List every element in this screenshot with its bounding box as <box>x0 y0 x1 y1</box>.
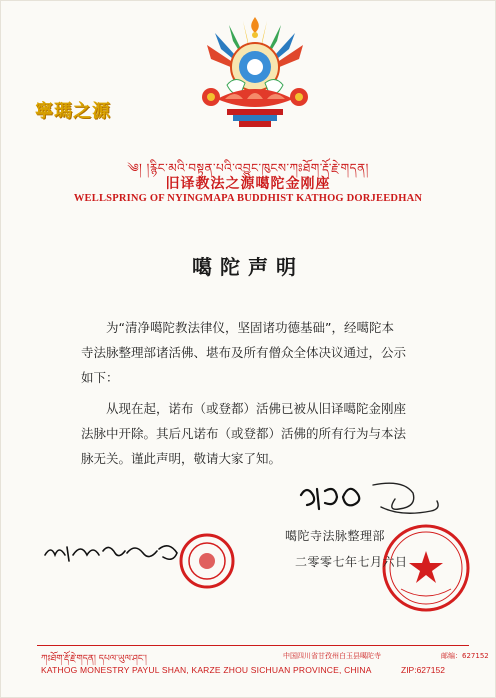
document-title: 噶陀声明 <box>192 255 304 279</box>
paragraph-1-line: 为“清净噶陀教法律仪，坚固诸功德基础”，经噶陀本 <box>106 320 394 335</box>
footer-chinese-address: 中国四川省甘孜州白玉县噶陀寺 <box>283 652 381 660</box>
organization-english-name: WELLSPRING OF NYINGMAPA BUDDHIST KATHOG DORJEEDHAN <box>73 193 423 204</box>
footer-postcode: 邮编：627152 <box>441 652 489 660</box>
footer-divider <box>37 645 469 646</box>
footer-zip: ZIP:627152 <box>401 665 445 675</box>
signing-date: 二零零七年七月六日 <box>295 555 408 569</box>
footer-english-address: KATHOG MONESTRY PAYUL SHAN, KARZE ZHOU SICHUAN PROVINCE, CHINA <box>41 665 372 675</box>
paragraph-2-line: 脉无关。谨此声明，敬请大家了知。 <box>81 451 282 466</box>
handwritten-signature <box>295 477 445 527</box>
paragraph-2-line: 从现在起，诺布（或登都）活佛已被从旧译噶陀金刚座 <box>106 401 407 416</box>
signing-department: 噶陀寺法脉整理部 <box>285 529 386 543</box>
paragraph-1-line: 寺法脉整理部诸活佛、堪布及所有僧众全体决议通过，公示 <box>81 345 407 360</box>
paragraph-1-line: 如下： <box>81 370 119 385</box>
tibetan-title: ༄། །རྙིང་མའི་བསྟན་པའི་འབྱུང་ཁུངས་ཀཿཐོག་རྡོ་རྗེ་གདན། <box>127 161 369 175</box>
paragraph-1 <box>81 315 435 390</box>
paragraph-2-line: 法脉中开除。其后凡诺布（或登都）活佛的所有行为与本法 <box>81 426 407 441</box>
footer-tibetan-address: ཀཿཐོག་རྡོ་རྗེ་གདན། དཔལ་ཡུལ་ཤང་། <box>41 654 147 664</box>
watermark-logo-text: 寧瑪之源 <box>35 101 111 122</box>
organization-chinese-name: 旧译教法之源噶陀金刚座 <box>165 176 331 192</box>
red-seal-small <box>177 531 237 591</box>
monastery-emblem-icon <box>197 15 313 131</box>
tibetan-handwritten-signature <box>41 533 191 569</box>
paragraph-2 <box>81 396 435 471</box>
